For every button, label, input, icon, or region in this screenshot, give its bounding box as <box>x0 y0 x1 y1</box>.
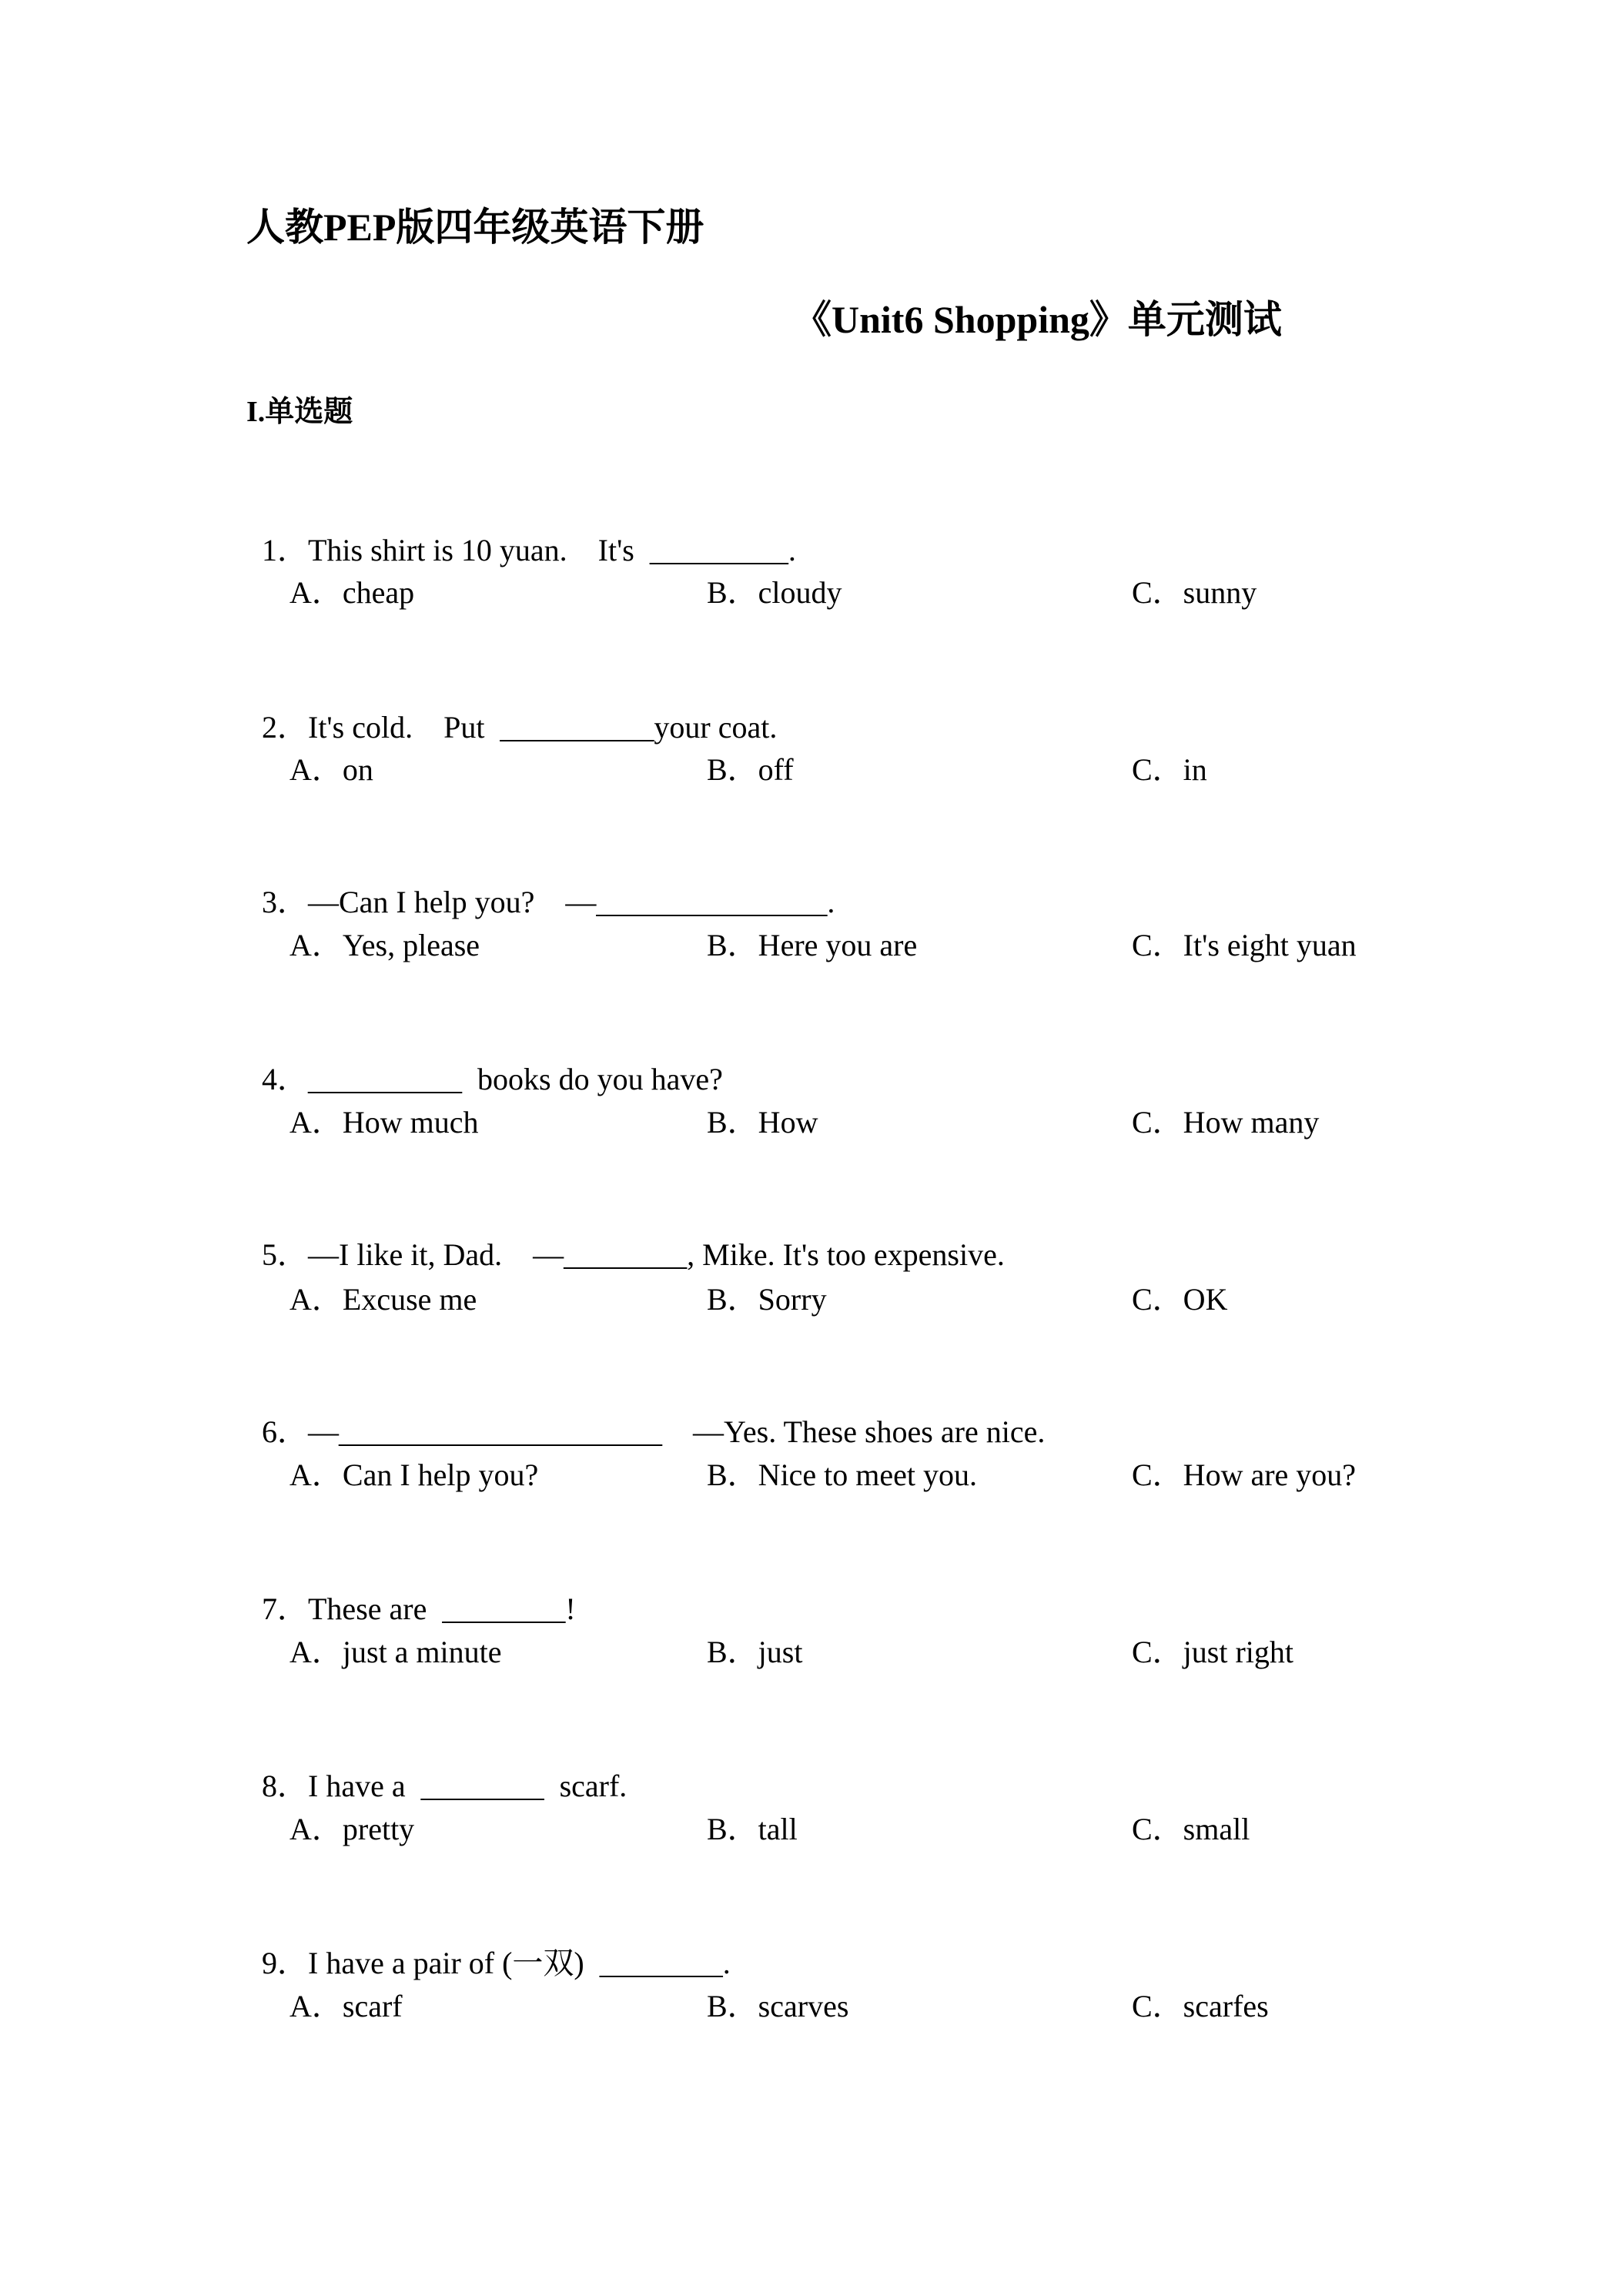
options-6 <box>0 1452 1623 1498</box>
page-title: 人教PEP版四年级英语下册 <box>246 206 704 249</box>
option-a[interactable]: A．Can I help you? <box>289 1458 539 1492</box>
question-text: —Can I help you? —_______________. <box>308 885 835 919</box>
question-5 <box>246 1186 1005 1272</box>
option-b[interactable]: B．Here you are <box>707 928 918 962</box>
question-number: 6． <box>262 1414 308 1449</box>
options-3 <box>0 922 1623 969</box>
option-c[interactable]: C．scarfes <box>1132 1989 1269 2023</box>
option-b[interactable]: B．cloudy <box>707 575 842 610</box>
question-number: 8． <box>262 1769 308 1803</box>
question-9 <box>246 1894 731 1980</box>
question-text: —_____________________ —Yes. These shoes are nice. <box>308 1414 1046 1449</box>
question-6 <box>246 1363 1046 1449</box>
option-b[interactable]: B．scarves <box>707 1989 849 2023</box>
question-number: 4． <box>262 1062 308 1096</box>
question-number: 9． <box>262 1946 308 1980</box>
question-number: 7． <box>262 1591 308 1626</box>
page-subtitle: 《Unit6 Shopping》单元测试 <box>793 298 1282 341</box>
options-2 <box>0 747 1623 793</box>
option-a[interactable]: A．just a minute <box>289 1635 502 1669</box>
option-b[interactable]: B．tall <box>707 1812 798 1846</box>
option-a[interactable]: A．Excuse me <box>289 1282 477 1317</box>
option-c[interactable]: C．How many <box>1132 1105 1320 1140</box>
question-7 <box>246 1540 576 1626</box>
option-b[interactable]: B．just <box>707 1635 803 1669</box>
question-text: I have a pair of (一双) ________. <box>308 1946 731 1980</box>
question-number: 5． <box>262 1237 308 1272</box>
question-text: I have a ________ scarf. <box>308 1769 627 1803</box>
question-text: —I like it, Dad. —________, Mike. It's too expensive. <box>308 1237 1005 1272</box>
option-b[interactable]: B．Sorry <box>707 1282 827 1317</box>
question-8 <box>246 1717 627 1803</box>
question-text: __________ books do you have? <box>308 1062 723 1096</box>
question-4 <box>246 1010 723 1096</box>
options-1 <box>0 570 1623 616</box>
option-c[interactable]: C．It's eight yuan <box>1132 928 1357 962</box>
option-a[interactable]: A．Yes, please <box>289 928 480 962</box>
question-number: 3． <box>262 885 308 919</box>
option-c[interactable]: C．OK <box>1132 1282 1228 1317</box>
options-4 <box>0 1099 1623 1146</box>
question-number: 2． <box>262 710 308 745</box>
options-5 <box>0 1277 1623 1323</box>
section-title: I.单选题 <box>246 396 353 428</box>
question-2 <box>246 658 778 745</box>
option-b[interactable]: B．Nice to meet you. <box>707 1458 978 1492</box>
option-b[interactable]: B．off <box>707 752 794 787</box>
option-b[interactable]: B．How <box>707 1105 818 1140</box>
option-a[interactable]: A．scarf <box>289 1989 403 2023</box>
option-a[interactable]: A．on <box>289 752 373 787</box>
question-text: It's cold. Put __________your coat. <box>308 710 778 745</box>
option-a[interactable]: A．How much <box>289 1105 479 1140</box>
option-c[interactable]: C．just right <box>1132 1635 1294 1669</box>
option-c[interactable]: C．sunny <box>1132 575 1257 610</box>
options-9 <box>0 1983 1623 2030</box>
question-1 <box>246 481 796 567</box>
question-number: 1． <box>262 533 308 567</box>
options-8 <box>0 1806 1623 1853</box>
option-a[interactable]: A．cheap <box>289 575 415 610</box>
question-3 <box>246 833 835 919</box>
options-7 <box>0 1629 1623 1675</box>
option-a[interactable]: A．pretty <box>289 1812 415 1846</box>
option-c[interactable]: C．How are you? <box>1132 1458 1357 1492</box>
option-c[interactable]: C．in <box>1132 752 1207 787</box>
option-c[interactable]: C．small <box>1132 1812 1250 1846</box>
question-text: These are ________! <box>308 1591 576 1626</box>
question-text: This shirt is 10 yuan. It's _________. <box>308 533 796 567</box>
